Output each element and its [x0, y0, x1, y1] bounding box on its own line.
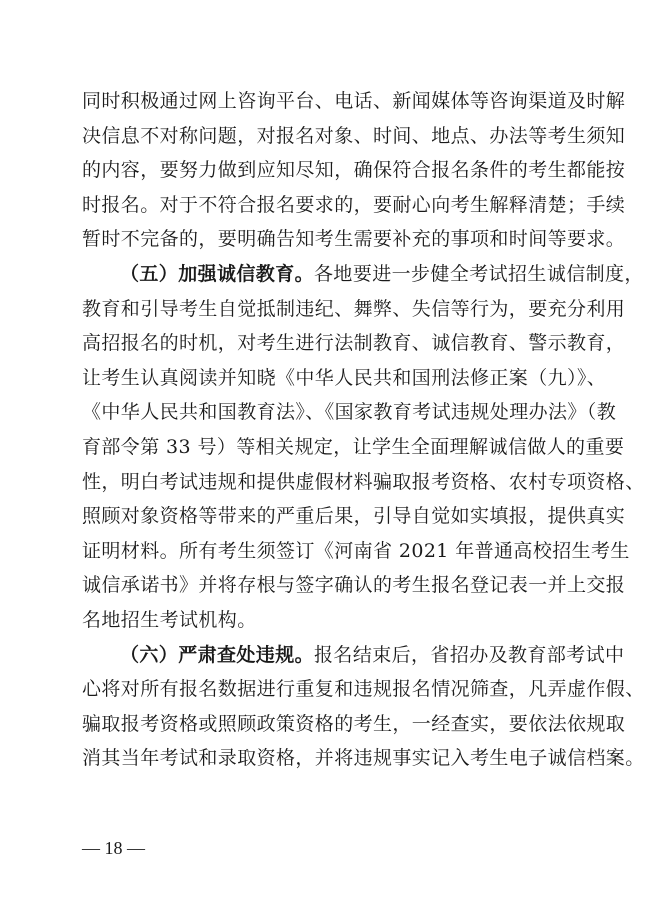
page-number: — 18 — [82, 838, 145, 858]
text-line: 照顾对象资格等带来的严重后果，引导自觉如实填报，提供真实 [82, 505, 626, 528]
text-line: 高招报名的时机，对考生进行法制教育、诚信教育、警示教育， [82, 332, 626, 355]
text-line: 教育和引导考生自觉抵制违纪、舞弊、失信等行为，要充分利用 [82, 297, 626, 320]
text-line: 《中华人民共和国教育法》、《国家教育考试违规处理办法》（教 [82, 401, 617, 424]
text-line: 决信息不对称问题，对报名对象、时间、地点、办法等考生须知 [82, 124, 626, 147]
section-five [82, 257, 645, 638]
text-line: 骗取报考资格或照顾政策资格的考生，一经查实，要依法依规取 [82, 712, 626, 735]
text-line: 证明材料。所有考生须签订《河南省 2021 年普通高校招生考生 [82, 539, 630, 562]
section-five-first-line [82, 257, 644, 292]
text-line: 性，明白考试违规和提供虚假材料骗取报考资格、农村专项资格、 [82, 470, 645, 493]
text-line: 让考生认真阅读并知晓《中华人民共和国刑法修正案（九）》、 [82, 366, 607, 389]
paragraph-continuation [82, 84, 626, 257]
section-six-heading: （六）严肃查处违规。 [120, 643, 315, 666]
text-line: 暂时不完备的，要明确告知考生需要补充的事项和时间等要求。 [82, 228, 626, 251]
text-line: 时报名。对于不符合报名要求的，要耐心向考生解释清楚；手续 [82, 193, 626, 216]
section-six-intro: 报名结束后，省招办及教育部考试中 [314, 643, 625, 666]
section-six-first-line [82, 638, 625, 673]
text-line: 的内容，要努力做到应知尽知，确保符合报名条件的考生都能按 [82, 159, 626, 182]
text-line: 诚信承诺书》并将存根与签字确认的考生报名登记表一并上交报 [82, 574, 626, 597]
text-line: 名地招生考试机构。 [82, 608, 257, 631]
section-five-heading: （五）加强诚信教育。 [120, 262, 315, 285]
text-line: 心将对所有报名数据进行重复和违规报名情况筛查，凡弄虚作假、 [82, 678, 645, 701]
text-line: 消其当年考试和录取资格，并将违规事实记入考生电子诚信档案。 [82, 747, 645, 770]
document-body [82, 84, 645, 776]
section-five-intro: 各地要进一步健全考试招生诚信制度， [314, 262, 644, 285]
text-line: 同时积极通过网上咨询平台、电话、新闻媒体等咨询渠道及时解 [82, 90, 626, 112]
text-line: 育部令第 33 号）等相关规定，让学生全面理解诚信做人的重要 [82, 435, 625, 458]
section-six [82, 638, 645, 776]
